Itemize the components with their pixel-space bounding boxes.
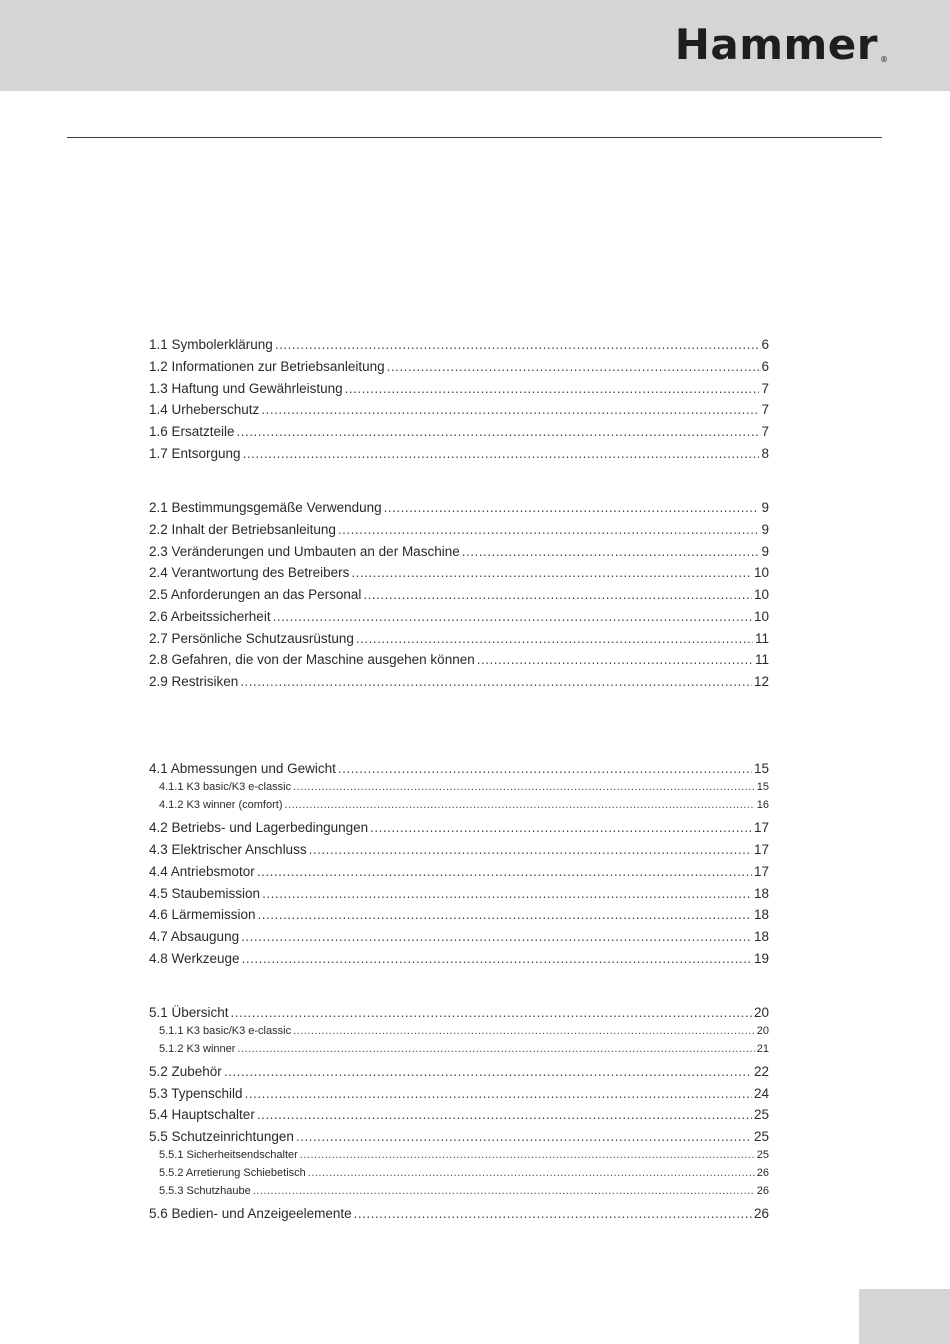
toc-entry-label: 4.1.1 K3 basic/K3 e-classic xyxy=(159,781,292,793)
toc-entry-label: 4.1.2 K3 winner (comfort) xyxy=(159,799,283,811)
toc-entry-page: 18 xyxy=(753,907,769,922)
toc-leader-dots xyxy=(262,886,752,901)
toc-entry-label: 1.6 Ersatzteile xyxy=(149,424,235,439)
toc-entry-label: 2.2 Inhalt der Betriebsanleitung xyxy=(149,522,336,537)
toc-entry[interactable] xyxy=(149,359,769,377)
toc-entry-page: 20 xyxy=(753,1005,769,1020)
toc-entry-label: 2.7 Persönliche Schutzausrüstung xyxy=(149,631,354,646)
toc-entry-label: 5.2 Zubehör xyxy=(149,1064,222,1079)
toc-entry-label: 5.5.1 Sicherheitsendschalter xyxy=(159,1149,298,1161)
toc-entry-page: 11 xyxy=(754,652,769,667)
toc-entry-page: 15 xyxy=(753,761,769,776)
toc-leader-dots xyxy=(363,587,752,602)
toc-entry[interactable] xyxy=(149,500,769,518)
toc-entry-label: 4.7 Absaugung xyxy=(149,929,240,944)
toc-entry-label: 5.4 Hauptschalter xyxy=(149,1107,255,1122)
toc-entry-page: 9 xyxy=(761,522,769,537)
toc-entry-label: 5.1 Übersicht xyxy=(149,1005,229,1020)
toc-entry-page: 10 xyxy=(753,565,769,580)
toc-entry-label: 1.4 Urheberschutz xyxy=(149,402,260,417)
toc-entry[interactable] xyxy=(149,820,769,838)
toc-subentry[interactable] xyxy=(159,1167,769,1181)
toc-leader-dots xyxy=(285,799,755,811)
toc-entry[interactable] xyxy=(149,1005,769,1023)
toc-entry[interactable] xyxy=(149,587,769,605)
toc-entry[interactable] xyxy=(149,1086,769,1104)
toc-leader-dots xyxy=(308,1167,755,1179)
toc-entry-label: 4.3 Elektrischer Anschluss xyxy=(149,842,307,857)
toc-entry-page: 24 xyxy=(753,1086,769,1101)
toc-entry-page: 25 xyxy=(756,1149,769,1161)
toc-entry-page: 7 xyxy=(761,402,769,417)
toc-entry-label: 4.4 Antriebsmotor xyxy=(149,864,255,879)
toc-entry-page: 26 xyxy=(756,1185,769,1197)
toc-entry[interactable] xyxy=(149,864,769,882)
toc-entry-page: 25 xyxy=(753,1129,769,1144)
toc-entry-page: 11 xyxy=(754,631,769,646)
toc-leader-dots xyxy=(245,1086,752,1101)
toc-entry[interactable] xyxy=(149,886,769,904)
toc-leader-dots xyxy=(351,565,752,580)
toc-leader-dots xyxy=(258,907,752,922)
toc-entry[interactable] xyxy=(149,631,769,649)
toc-leader-dots xyxy=(293,781,755,793)
toc-entry-page: 18 xyxy=(753,886,769,901)
toc-leader-dots xyxy=(275,337,760,352)
toc-entry[interactable] xyxy=(149,609,769,627)
toc-leader-dots xyxy=(309,842,752,857)
toc-leader-dots xyxy=(356,631,753,646)
toc-entry-page: 6 xyxy=(761,337,769,352)
toc-leader-dots xyxy=(237,1043,754,1055)
toc-leader-dots xyxy=(257,1107,752,1122)
brand-registered-mark: ® xyxy=(880,55,888,64)
toc-entry-page: 16 xyxy=(756,799,769,811)
toc-entry-page: 18 xyxy=(753,929,769,944)
toc-leader-dots xyxy=(241,929,752,944)
toc-leader-dots xyxy=(224,1064,752,1079)
toc-entry-page: 9 xyxy=(761,544,769,559)
toc-entry[interactable] xyxy=(149,652,769,670)
toc-entry[interactable] xyxy=(149,761,769,779)
toc-leader-dots xyxy=(338,761,752,776)
toc-entry-label: 4.5 Staubemission xyxy=(149,886,261,901)
toc-entry-page: 12 xyxy=(753,674,769,689)
toc-entry-page: 21 xyxy=(756,1043,769,1055)
toc-entry[interactable] xyxy=(149,674,769,692)
toc-entry[interactable] xyxy=(149,402,769,420)
toc-entry-label: 5.5.3 Schutzhaube xyxy=(159,1185,251,1197)
toc-entry[interactable] xyxy=(149,522,769,540)
toc-entry-page: 15 xyxy=(756,781,769,793)
toc-entry-page: 26 xyxy=(753,1206,769,1221)
toc-entry-page: 20 xyxy=(756,1025,769,1037)
toc-subentry[interactable] xyxy=(159,781,769,795)
toc-entry-page: 17 xyxy=(753,842,769,857)
toc-entry[interactable] xyxy=(149,446,769,464)
toc-entry-page: 8 xyxy=(761,446,769,461)
toc-entry-label: 2.5 Anforderungen an das Personal xyxy=(149,587,362,602)
toc-leader-dots xyxy=(240,674,752,689)
toc-entry-page: 10 xyxy=(753,587,769,602)
toc-entry-label: 5.5.2 Arretierung Schiebetisch xyxy=(159,1167,306,1179)
toc-entry-label: 5.3 Typenschild xyxy=(149,1086,243,1101)
toc-entry-label: 2.9 Restrisiken xyxy=(149,674,239,689)
toc-entry-label: 1.2 Informationen zur Betriebsanleitung xyxy=(149,359,385,374)
toc-entry[interactable] xyxy=(149,1064,769,1082)
toc-entry[interactable] xyxy=(149,1206,769,1224)
toc-subentry[interactable] xyxy=(159,1185,769,1199)
toc-entry-page: 7 xyxy=(761,424,769,439)
toc-entry[interactable] xyxy=(149,544,769,562)
toc-leader-dots xyxy=(293,1025,755,1037)
toc-entry[interactable] xyxy=(149,907,769,925)
toc-entry[interactable] xyxy=(149,842,769,860)
toc-entry[interactable] xyxy=(149,424,769,442)
toc-entry-page: 22 xyxy=(753,1064,769,1079)
toc-leader-dots xyxy=(300,1149,755,1161)
toc-entry[interactable] xyxy=(149,929,769,947)
page-tab-box xyxy=(859,1289,950,1344)
toc-leader-dots xyxy=(273,609,752,624)
toc-entry[interactable] xyxy=(149,381,769,399)
toc-entry-page: 17 xyxy=(753,864,769,879)
header-rule xyxy=(67,137,882,138)
toc-leader-dots xyxy=(338,522,760,537)
toc-entry-page: 7 xyxy=(761,381,769,396)
toc-leader-dots xyxy=(370,820,752,835)
toc-entry[interactable] xyxy=(149,1129,769,1147)
toc-entry-page: 6 xyxy=(761,359,769,374)
toc-subentry[interactable] xyxy=(159,1149,769,1163)
toc-entry-label: 2.6 Arbeitssicherheit xyxy=(149,609,271,624)
toc-leader-dots xyxy=(345,381,760,396)
toc-entry-label: 5.6 Bedien- und Anzeigeelemente xyxy=(149,1206,352,1221)
toc-entry-page: 10 xyxy=(753,609,769,624)
toc-leader-dots xyxy=(257,864,752,879)
toc-leader-dots xyxy=(231,1005,752,1020)
toc-entry-label: 4.6 Lärmemission xyxy=(149,907,256,922)
toc-entry[interactable] xyxy=(149,565,769,583)
brand-logo: Hammer xyxy=(674,20,878,69)
toc-entry-page: 26 xyxy=(756,1167,769,1179)
toc-leader-dots xyxy=(243,446,760,461)
toc-entry-label: 1.7 Entsorgung xyxy=(149,446,241,461)
toc-entry-page: 17 xyxy=(753,820,769,835)
toc-entry-page: 9 xyxy=(761,500,769,515)
toc-entry-label: 4.2 Betriebs- und Lagerbedingungen xyxy=(149,820,369,835)
toc-entry-label: 2.1 Bestimmungsgemäße Verwendung xyxy=(149,500,382,515)
toc-entry-label: 5.1.1 K3 basic/K3 e-classic xyxy=(159,1025,292,1037)
toc-entry[interactable] xyxy=(149,1107,769,1125)
toc-leader-dots xyxy=(296,1129,752,1144)
toc-entry-label: 2.4 Verantwortung des Betreibers xyxy=(149,565,350,580)
toc-entry-label: 1.3 Haftung und Gewährleistung xyxy=(149,381,343,396)
toc-entry-label: 5.1.2 K3 winner xyxy=(159,1043,236,1055)
toc-entry-page: 25 xyxy=(753,1107,769,1122)
toc-entry-label: 4.8 Werkzeuge xyxy=(149,951,240,966)
toc-entry-label: 5.5 Schutzeinrichtungen xyxy=(149,1129,294,1144)
toc-entry-page: 19 xyxy=(753,951,769,966)
toc-entry-label: 2.8 Gefahren, die von der Maschine ausgehen können xyxy=(149,652,475,667)
toc-leader-dots xyxy=(462,544,760,559)
toc-leader-dots xyxy=(253,1185,755,1197)
toc-leader-dots xyxy=(384,500,760,515)
toc-leader-dots xyxy=(354,1206,752,1221)
toc-entry-label: 2.3 Veränderungen und Umbauten an der Maschine xyxy=(149,544,460,559)
toc-entry[interactable] xyxy=(149,951,769,969)
toc-leader-dots xyxy=(242,951,752,966)
toc-leader-dots xyxy=(477,652,753,667)
toc-subentry[interactable] xyxy=(159,1043,769,1057)
toc-entry[interactable] xyxy=(149,337,769,355)
toc-leader-dots xyxy=(261,402,759,417)
toc-entry-label: 1.1 Symbolerklärung xyxy=(149,337,273,352)
toc-entry-label: 4.1 Abmessungen und Gewicht xyxy=(149,761,336,776)
toc-leader-dots xyxy=(387,359,760,374)
toc-subentry[interactable] xyxy=(159,799,769,813)
toc-subentry[interactable] xyxy=(159,1025,769,1039)
toc-leader-dots xyxy=(237,424,760,439)
